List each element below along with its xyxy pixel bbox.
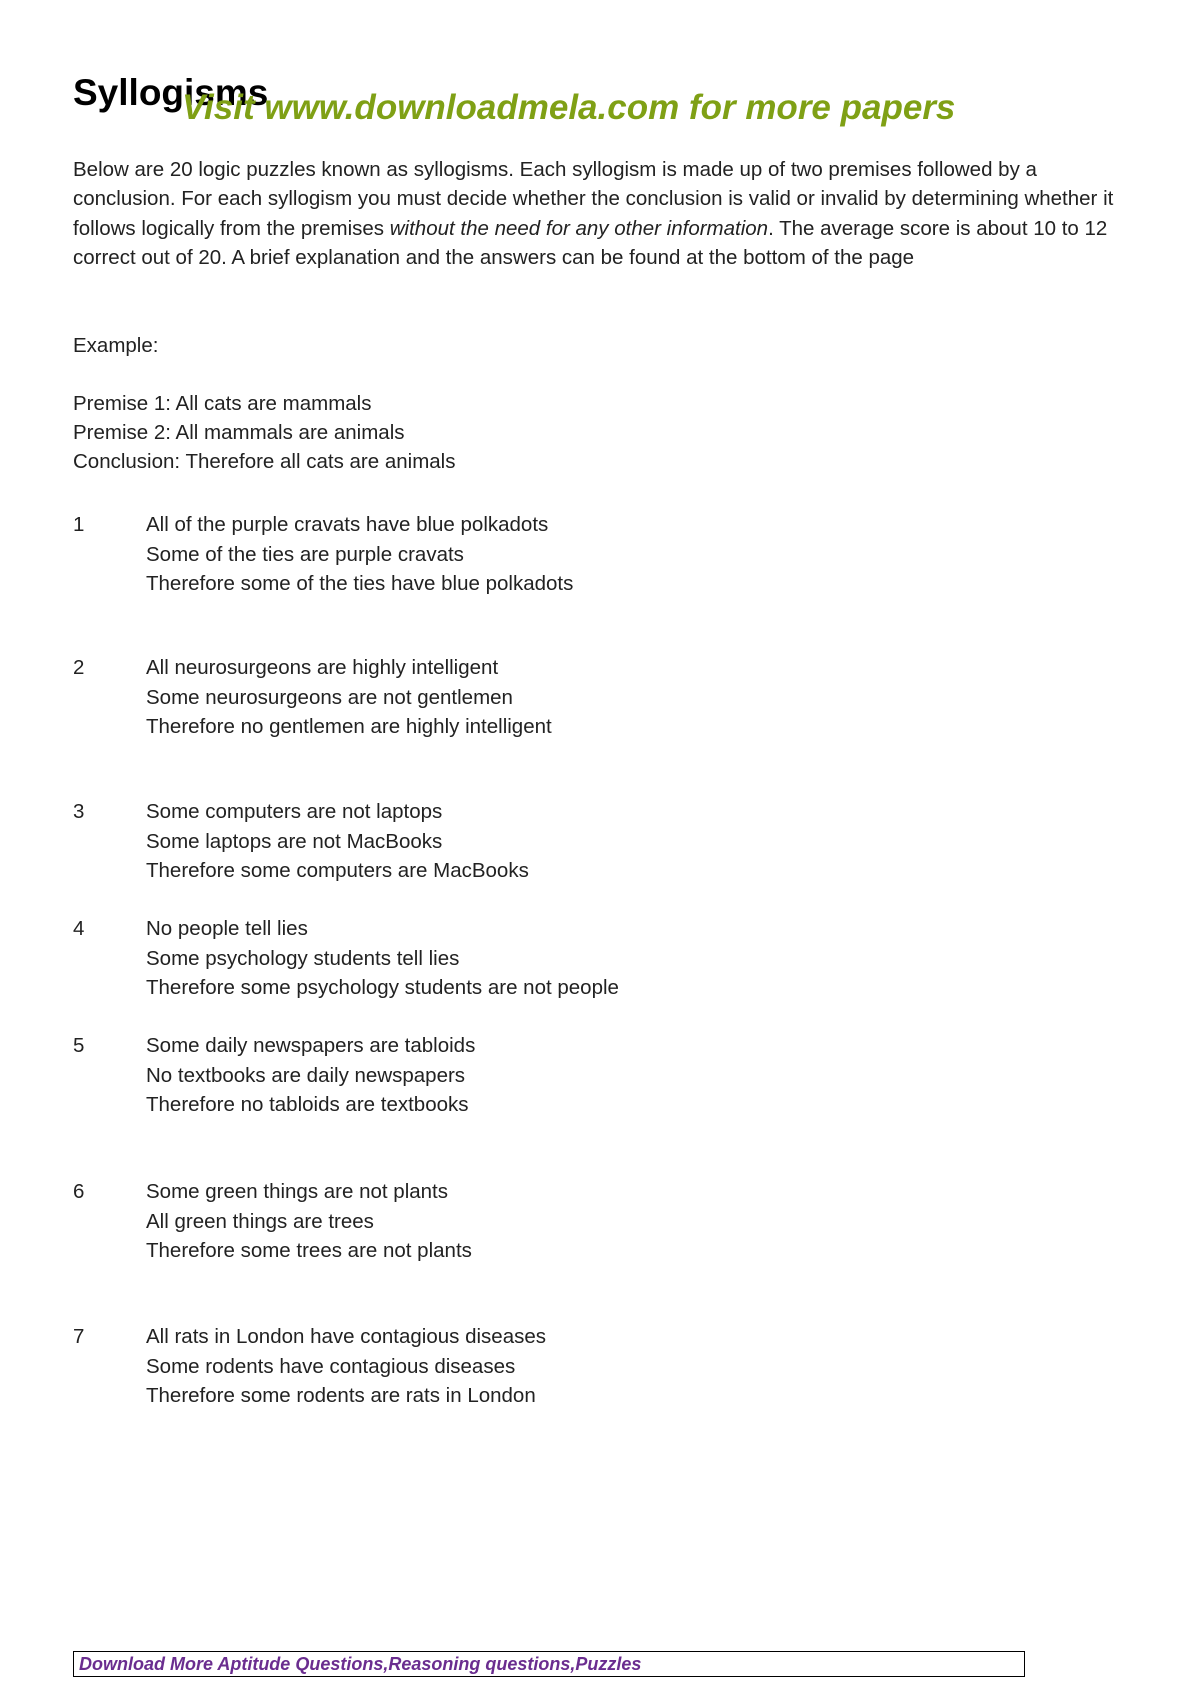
question-premise-1: No people tell lies	[146, 917, 308, 940]
footer-link[interactable]: Download More Aptitude Questions,Reasoning questions,Puzzles	[79, 1654, 642, 1674]
question-lines	[146, 914, 619, 1003]
question-number: 7	[73, 1325, 85, 1348]
question-conclusion: Therefore no tabloids are textbooks	[146, 1093, 469, 1116]
example-label: Example:	[73, 334, 159, 357]
question-number: 2	[73, 656, 85, 679]
question-premise-2: Some neurosurgeons are not gentlemen	[146, 685, 513, 709]
question-conclusion: Therefore some of the ties have blue polkadots	[146, 572, 574, 595]
watermark-link[interactable]: Visit www.downloadmela.com for more papers	[182, 88, 956, 127]
question-premise-2: Some of the ties are purple cravats	[146, 542, 464, 566]
intro-text-part2: . The average score is about 10 to 12 correct out of 20. A brief explanation and the answers can be found at the bottom of the page	[73, 216, 1108, 270]
example-block	[73, 389, 455, 476]
question-premise-2: All green things are trees	[146, 1209, 374, 1233]
question-conclusion: Therefore no gentlemen are highly intelligent	[146, 715, 552, 738]
intro-paragraph	[73, 155, 1143, 273]
example-premise-2: Premise 2: All mammals are animals	[73, 421, 405, 444]
question-premise-1: All neurosurgeons are highly intelligent	[146, 656, 499, 679]
question-premise-2: No textbooks are daily newspapers	[146, 1063, 466, 1087]
footer-box	[73, 1651, 1025, 1677]
question-lines	[146, 653, 552, 742]
question-premise-2: Some psychology students tell lies	[146, 946, 460, 970]
question-premise-1: Some green things are not plants	[146, 1180, 448, 1203]
question-number: 5	[73, 1034, 85, 1057]
question-lines	[146, 1177, 472, 1266]
intro-emphasis: without the need for any other information	[389, 216, 769, 240]
question-lines	[146, 797, 529, 886]
question-premise-2: Some rodents have contagious diseases	[146, 1354, 516, 1378]
question-lines	[146, 1322, 546, 1411]
example-premise-1: Premise 1: All cats are mammals	[73, 392, 372, 415]
question-premise-2: Some laptops are not MacBooks	[146, 829, 443, 853]
question-number: 4	[73, 917, 85, 940]
question-conclusion: Therefore some computers are MacBooks	[146, 859, 529, 882]
question-conclusion: Therefore some trees are not plants	[146, 1239, 472, 1262]
example-conclusion: Conclusion: Therefore all cats are animals	[73, 450, 456, 473]
question-premise-1: All of the purple cravats have blue polkadots	[146, 513, 549, 536]
question-number: 3	[73, 800, 85, 823]
intro-text-part1: Below are 20 logic puzzles known as syllogisms. Each syllogism is made up of two premises followed by a conclusion. For each syllogism you must decide whether the conclusion is valid or invalid by determining whether it follows logically from the premises	[73, 158, 1114, 240]
question-number: 6	[73, 1180, 85, 1203]
question-number: 1	[73, 513, 85, 536]
question-lines	[146, 510, 573, 599]
question-conclusion: Therefore some rodents are rats in London	[146, 1384, 536, 1407]
question-premise-1: Some computers are not laptops	[146, 800, 443, 823]
question-premise-1: Some daily newspapers are tabloids	[146, 1034, 476, 1057]
page-title: Syllogisms	[73, 72, 269, 113]
question-premise-1: All rats in London have contagious diseases	[146, 1325, 547, 1348]
question-lines	[146, 1031, 475, 1120]
question-conclusion: Therefore some psychology students are not people	[146, 976, 619, 999]
